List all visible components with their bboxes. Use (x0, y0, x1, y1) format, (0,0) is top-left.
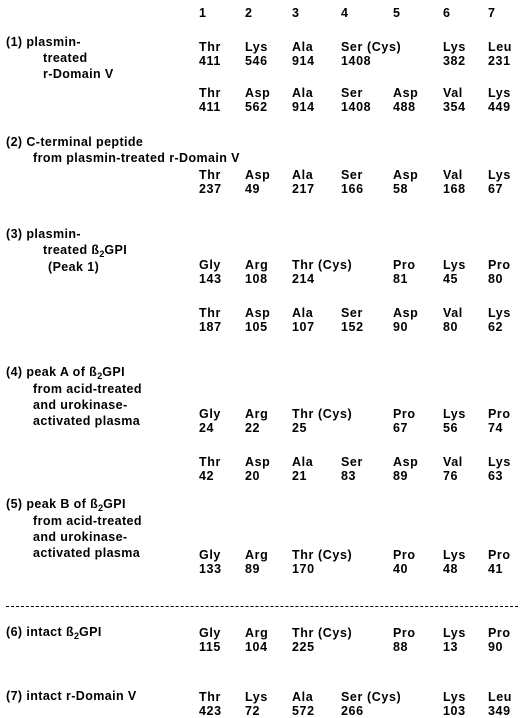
yield-cell: 67 (488, 182, 504, 196)
yield-cell: 42 (199, 469, 215, 483)
yield-cell: 115 (199, 640, 221, 654)
residue-cell: Thr (199, 86, 221, 100)
residue-cell: Thr (Cys) (292, 258, 353, 272)
residue-cell: Arg (245, 258, 269, 272)
yield-cell: 103 (443, 704, 466, 718)
residue-cell: Gly (199, 258, 221, 272)
yield-cell: 62 (488, 320, 504, 334)
residue-cell: Pro (488, 548, 511, 562)
yield-cell: 214 (292, 272, 315, 286)
residue-cell: Asp (245, 455, 271, 469)
yield-cell: 105 (245, 320, 268, 334)
residue-cell: Val (443, 455, 463, 469)
residue-cell: Gly (199, 548, 221, 562)
yield-cell: 48 (443, 562, 459, 576)
divider (6, 606, 518, 607)
residue-cell: Lys (443, 258, 466, 272)
column-header: 2 (245, 6, 253, 20)
residue-cell: Asp (393, 455, 419, 469)
yield-cell: 225 (292, 640, 315, 654)
residue-cell: Leu (488, 690, 513, 704)
residue-cell: Ser (341, 86, 363, 100)
residue-cell: Ser (Cys) (341, 690, 402, 704)
residue-cell: Ala (292, 690, 314, 704)
yield-cell: 572 (292, 704, 315, 718)
residue-cell: Lys (488, 455, 511, 469)
yield-cell: 45 (443, 272, 459, 286)
yield-cell: 166 (341, 182, 364, 196)
yield-cell: 133 (199, 562, 222, 576)
yield-cell: 449 (488, 100, 511, 114)
yield-cell: 914 (292, 54, 315, 68)
yield-cell: 81 (393, 272, 409, 286)
residue-cell: Lys (488, 168, 511, 182)
residue-cell: Lys (245, 690, 268, 704)
yield-cell: 24 (199, 421, 215, 435)
yield-cell: 76 (443, 469, 459, 483)
yield-cell: 89 (393, 469, 409, 483)
yield-cell: 90 (393, 320, 409, 334)
residue-cell: Lys (443, 626, 466, 640)
yield-cell: 13 (443, 640, 459, 654)
yield-cell: 217 (292, 182, 315, 196)
residue-cell: Thr (199, 306, 221, 320)
yield-cell: 20 (245, 469, 261, 483)
yield-cell: 90 (488, 640, 504, 654)
yield-cell: 266 (341, 704, 364, 718)
sample-label: (5) peak B of $ß_2GPI$ from acid-treated and urokinase- activated plasma (6, 497, 142, 560)
yield-cell: 170 (292, 562, 315, 576)
column-header: 4 (341, 6, 349, 20)
residue-cell: Lys (488, 306, 511, 320)
residue-cell: Thr (199, 168, 221, 182)
residue-cell: Lys (443, 40, 466, 54)
residue-cell: Thr (199, 455, 221, 469)
sample-label: (3) plasmin- treated $ß_2GPI$ (Peak 1) (6, 227, 128, 274)
residue-cell: Lys (443, 548, 466, 562)
yield-cell: 411 (199, 100, 221, 114)
residue-cell: Pro (488, 407, 511, 421)
sample-label: (1) plasmin- treated r-Domain V (6, 35, 114, 81)
residue-cell: Ala (292, 86, 314, 100)
residue-cell: Lys (443, 690, 466, 704)
residue-cell: Thr (Cys) (292, 548, 353, 562)
residue-cell: Ser (Cys) (341, 40, 402, 54)
yield-cell: 58 (393, 182, 409, 196)
residue-cell: Val (443, 86, 463, 100)
residue-cell: Ser (341, 306, 363, 320)
residue-cell: Asp (393, 86, 419, 100)
yield-cell: 546 (245, 54, 268, 68)
column-header: 5 (393, 6, 401, 20)
yield-cell: 72 (245, 704, 261, 718)
yield-cell: 914 (292, 100, 315, 114)
residue-cell: Asp (393, 306, 419, 320)
yield-cell: 152 (341, 320, 364, 334)
residue-cell: Val (443, 306, 463, 320)
residue-cell: Val (443, 168, 463, 182)
residue-cell: Pro (393, 407, 416, 421)
yield-cell: 88 (393, 640, 409, 654)
residue-cell: Asp (393, 168, 419, 182)
yield-cell: 25 (292, 421, 308, 435)
column-header: 6 (443, 6, 451, 20)
residue-cell: Ala (292, 40, 314, 54)
residue-cell: Ser (341, 455, 363, 469)
sample-label: (6) intact $ß_2GPI$ (6, 625, 102, 641)
column-header: 7 (488, 6, 496, 20)
yield-cell: 74 (488, 421, 504, 435)
yield-cell: 104 (245, 640, 268, 654)
yield-cell: 168 (443, 182, 466, 196)
yield-cell: 21 (292, 469, 308, 483)
residue-cell: Thr (Cys) (292, 626, 353, 640)
yield-cell: 108 (245, 272, 268, 286)
residue-cell: Pro (393, 548, 416, 562)
residue-cell: Asp (245, 86, 271, 100)
residue-cell: Thr (199, 40, 221, 54)
yield-cell: 80 (443, 320, 459, 334)
residue-cell: Arg (245, 626, 269, 640)
yield-cell: 22 (245, 421, 261, 435)
residue-cell: Gly (199, 407, 221, 421)
residue-cell: Leu (488, 40, 513, 54)
residue-cell: Arg (245, 548, 269, 562)
residue-cell: Gly (199, 626, 221, 640)
yield-cell: 354 (443, 100, 466, 114)
residue-cell: Lys (245, 40, 268, 54)
yield-cell: 349 (488, 704, 511, 718)
yield-cell: 63 (488, 469, 504, 483)
residue-cell: Thr (199, 690, 221, 704)
yield-cell: 1408 (341, 54, 372, 68)
yield-cell: 411 (199, 54, 221, 68)
yield-cell: 89 (245, 562, 261, 576)
residue-cell: Asp (245, 168, 271, 182)
residue-cell: Ala (292, 455, 314, 469)
column-header: 1 (199, 6, 207, 20)
yield-cell: 80 (488, 272, 504, 286)
residue-cell: Pro (393, 626, 416, 640)
yield-cell: 488 (393, 100, 416, 114)
residue-cell: Asp (245, 306, 271, 320)
yield-cell: 562 (245, 100, 268, 114)
sample-label: (4) peak A of $ß_2GPI$ from acid-treated and urokinase- activated plasma (6, 365, 142, 428)
residue-cell: Ser (341, 168, 363, 182)
yield-cell: 143 (199, 272, 222, 286)
yield-cell: 56 (443, 421, 459, 435)
yield-cell: 231 (488, 54, 511, 68)
yield-cell: 423 (199, 704, 222, 718)
yield-cell: 107 (292, 320, 315, 334)
yield-cell: 382 (443, 54, 466, 68)
yield-cell: 83 (341, 469, 357, 483)
residue-cell: Lys (488, 86, 511, 100)
residue-cell: Lys (443, 407, 466, 421)
residue-cell: Arg (245, 407, 269, 421)
sample-label: (7) intact r-Domain V (6, 689, 137, 703)
residue-cell: Ala (292, 168, 314, 182)
yield-cell: 49 (245, 182, 261, 196)
yield-cell: 67 (393, 421, 409, 435)
residue-cell: Thr (Cys) (292, 407, 353, 421)
yield-cell: 1408 (341, 100, 372, 114)
yield-cell: 40 (393, 562, 409, 576)
residue-cell: Ala (292, 306, 314, 320)
yield-cell: 187 (199, 320, 222, 334)
residue-cell: Pro (488, 258, 511, 272)
sample-label: (2) C-terminal peptide from plasmin-treated r-Domain V (6, 135, 240, 165)
yield-cell: 41 (488, 562, 504, 576)
residue-cell: Pro (393, 258, 416, 272)
residue-cell: Pro (488, 626, 511, 640)
column-header: 3 (292, 6, 300, 20)
yield-cell: 237 (199, 182, 222, 196)
